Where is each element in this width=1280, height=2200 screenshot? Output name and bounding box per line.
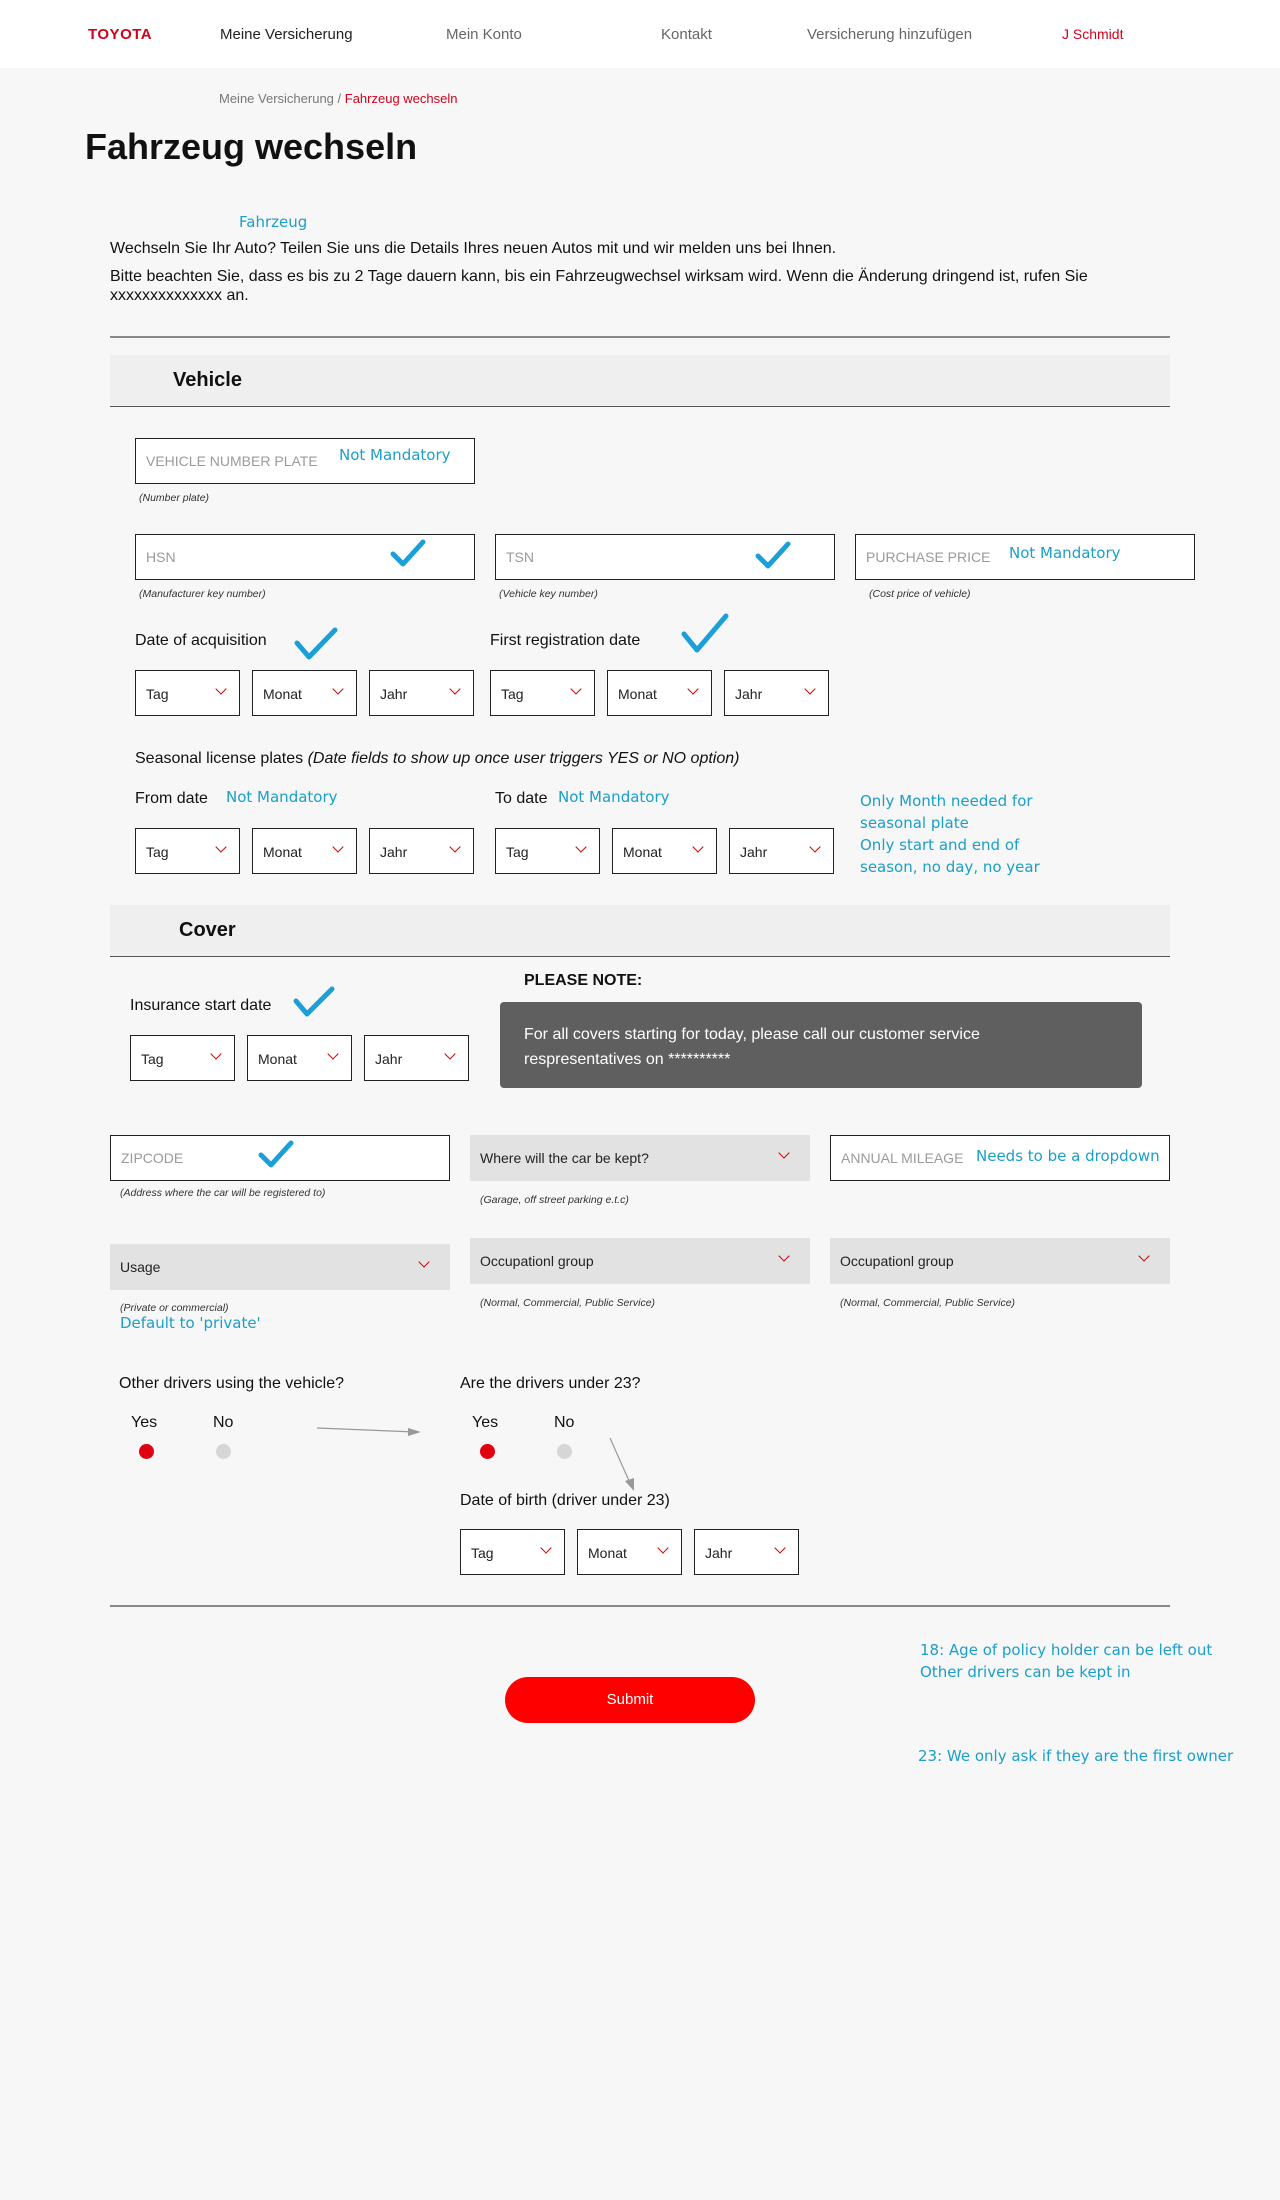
select-value: Monat <box>258 1051 297 1067</box>
car-kept-select[interactable] <box>470 1135 810 1181</box>
first-reg-day-select[interactable] <box>490 670 595 716</box>
seasonal-comment-line: seasonal plate <box>860 814 969 832</box>
comment-23: 23: We only ask if they are the first owner <box>918 1747 1234 1765</box>
start-day-select[interactable] <box>130 1035 235 1081</box>
select-value: Occupationl group <box>480 1253 594 1269</box>
chevron-down-icon <box>804 683 815 694</box>
divider <box>110 336 1170 338</box>
chevron-down-icon <box>570 683 581 694</box>
other-drivers-no-label: No <box>213 1414 234 1431</box>
intro-notice: Bitte beachten Sie, dass es bis zu 2 Tage dauern kann, bis ein Fahrzeugwechsel wirksam wird. Wenn die Änderung dringend ist, rufen Sie xxxxxxxxxxxxxx an. <box>110 268 1088 304</box>
seasonal-comment-line: Only start and end of <box>860 836 1020 854</box>
plate-placeholder: VEHICLE NUMBER PLATE <box>146 453 318 469</box>
to-date-annotation: Not Mandatory <box>558 788 670 806</box>
select-value: Usage <box>120 1259 161 1275</box>
notice-line: For all covers starting for today, please call our customer service <box>524 1026 980 1043</box>
price-annotation: Not Mandatory <box>1009 544 1121 562</box>
nav-mein-konto[interactable]: Mein Konto <box>446 26 522 43</box>
chevron-down-icon <box>778 1147 789 1158</box>
vehicle-heading: Vehicle <box>173 369 242 391</box>
acquisition-month-select[interactable] <box>252 670 357 716</box>
to-year-select[interactable] <box>729 828 834 874</box>
arrow-right-icon <box>315 1422 425 1442</box>
notice-box <box>500 1002 1142 1088</box>
toyota-logo[interactable]: TOYOTA <box>88 26 153 43</box>
select-value: Tag <box>146 686 169 702</box>
select-value: Tag <box>506 844 529 860</box>
under-23-yes-radio[interactable] <box>480 1444 495 1459</box>
select-value: Monat <box>263 844 302 860</box>
first-reg-month-select[interactable] <box>607 670 712 716</box>
comment-line: Other drivers can be kept in <box>920 1663 1131 1681</box>
to-date-label: To date <box>495 790 548 807</box>
seasonal-plates-title: Seasonal license plates <box>135 750 304 767</box>
usage-hint: (Private or commercial) <box>120 1302 229 1314</box>
nav-kontakt[interactable]: Kontakt <box>661 26 712 43</box>
usage-annotation: Default to 'private' <box>120 1314 261 1332</box>
under-23-question: Are the drivers under 23? <box>460 1375 641 1392</box>
chevron-down-icon <box>575 841 586 852</box>
price-placeholder: PURCHASE PRICE <box>866 549 991 565</box>
dob-year-select[interactable] <box>694 1529 799 1575</box>
checkmark-icon <box>755 541 791 571</box>
user-name-link[interactable]: J Schmidt <box>1062 26 1124 42</box>
checkmark-icon <box>258 1140 294 1170</box>
intro-text: Wechseln Sie Ihr Auto? Teilen Sie uns die Details Ihres neuen Autos mit und wir melden uns bei Ihnen. <box>110 240 837 257</box>
select-value: Jahr <box>705 1545 733 1561</box>
checkmark-icon <box>293 626 339 662</box>
chevron-down-icon <box>327 1048 338 1059</box>
chevron-down-icon <box>215 841 226 852</box>
other-drivers-yes-label: Yes <box>131 1414 158 1431</box>
car-kept-hint: (Garage, off street parking e.t.c) <box>480 1194 629 1206</box>
notice-text <box>524 1022 980 1072</box>
select-value: Monat <box>588 1545 627 1561</box>
select-value: Tag <box>146 844 169 860</box>
breadcrumb-separator: / <box>333 91 345 106</box>
chevron-down-icon <box>449 841 460 852</box>
select-value: Tag <box>501 686 524 702</box>
select-value: Tag <box>141 1051 164 1067</box>
submit-button[interactable]: Submit <box>505 1677 755 1723</box>
chevron-down-icon <box>687 683 698 694</box>
chevron-down-icon <box>1138 1250 1149 1261</box>
acquisition-year-select[interactable] <box>369 670 474 716</box>
start-month-select[interactable] <box>247 1035 352 1081</box>
seasonal-comment-line: season, no day, no year <box>860 858 1040 876</box>
other-drivers-no-radio[interactable] <box>216 1444 231 1459</box>
select-value: Monat <box>623 844 662 860</box>
breadcrumb <box>219 91 457 106</box>
mileage-placeholder: ANNUAL MILEAGE <box>841 1150 964 1166</box>
select-value: Tag <box>471 1545 494 1561</box>
select-value: Jahr <box>735 686 763 702</box>
nav-versicherung-hinzufuegen[interactable]: Versicherung hinzufügen <box>807 26 973 43</box>
cover-section-header <box>110 905 1170 957</box>
breadcrumb-current: Fahrzeug wechseln <box>344 91 458 106</box>
select-value: Occupationl group <box>840 1253 954 1269</box>
chevron-down-icon <box>657 1542 668 1553</box>
from-day-select[interactable] <box>135 828 240 874</box>
other-drivers-question: Other drivers using the vehicle? <box>119 1375 344 1392</box>
top-navigation <box>0 0 1280 68</box>
select-value: Jahr <box>740 844 768 860</box>
select-value: Where will the car be kept? <box>480 1150 649 1166</box>
under-23-no-radio[interactable] <box>557 1444 572 1459</box>
dob-label: Date of birth (driver under 23) <box>460 1492 670 1509</box>
price-hint: (Cost price of vehicle) <box>869 588 971 600</box>
seasonal-comment <box>860 790 1040 878</box>
first-registration-label: First registration date <box>490 632 641 649</box>
from-date-label: From date <box>135 790 208 807</box>
occupation-hint: (Normal, Commercial, Public Service) <box>840 1297 1016 1309</box>
usage-select[interactable] <box>110 1244 450 1290</box>
hsn-placeholder: HSN <box>146 549 176 565</box>
start-year-select[interactable] <box>364 1035 469 1081</box>
comment-line: 18: Age of policy holder can be left out <box>920 1641 1213 1659</box>
chevron-down-icon <box>540 1542 551 1553</box>
occupation-group-select-2[interactable] <box>830 1238 1170 1284</box>
under-23-no-label: No <box>554 1414 575 1431</box>
checkmark-icon <box>390 539 426 569</box>
chevron-down-icon <box>778 1250 789 1261</box>
please-note-label: PLEASE NOTE: <box>524 972 643 989</box>
checkmark-icon <box>680 612 730 656</box>
cover-heading: Cover <box>179 919 236 941</box>
dob-day-select[interactable] <box>460 1529 565 1575</box>
nav-meine-versicherung[interactable]: Meine Versicherung <box>220 26 353 43</box>
step-label: Fahrzeug <box>239 213 308 231</box>
chevron-down-icon <box>215 683 226 694</box>
select-value: Jahr <box>380 844 408 860</box>
zipcode-placeholder: ZIPCODE <box>121 1150 184 1166</box>
under-23-yes-label: Yes <box>472 1414 499 1431</box>
occupation-hint: (Normal, Commercial, Public Service) <box>480 1297 656 1309</box>
to-month-select[interactable] <box>612 828 717 874</box>
hsn-hint: (Manufacturer key number) <box>139 588 266 600</box>
from-year-select[interactable] <box>369 828 474 874</box>
chevron-down-icon <box>444 1048 455 1059</box>
chevron-down-icon <box>332 683 343 694</box>
other-drivers-yes-radio[interactable] <box>139 1444 154 1459</box>
comment-18 <box>920 1639 1212 1683</box>
mileage-annotation: Needs to be a dropdown <box>976 1147 1160 1165</box>
from-date-annotation: Not Mandatory <box>226 788 338 806</box>
chevron-down-icon <box>418 1256 429 1267</box>
acquisition-day-select[interactable] <box>135 670 240 716</box>
from-month-select[interactable] <box>252 828 357 874</box>
notice-line: respresentatives on ********** <box>524 1051 731 1068</box>
tsn-placeholder: TSN <box>506 549 534 565</box>
dob-month-select[interactable] <box>577 1529 682 1575</box>
plate-hint: (Number plate) <box>139 492 210 504</box>
select-value: Jahr <box>380 686 408 702</box>
chevron-down-icon <box>449 683 460 694</box>
chevron-down-icon <box>332 841 343 852</box>
checkmark-icon <box>292 985 336 1019</box>
breadcrumb-parent[interactable]: Meine Versicherung <box>219 91 334 106</box>
arrow-down-icon <box>605 1435 639 1493</box>
select-value: Jahr <box>375 1051 403 1067</box>
chevron-down-icon <box>809 841 820 852</box>
acquisition-date-label: Date of acquisition <box>135 632 267 649</box>
select-value: Monat <box>263 686 302 702</box>
occupation-group-select[interactable] <box>470 1238 810 1284</box>
first-reg-year-select[interactable] <box>724 670 829 716</box>
to-day-select[interactable] <box>495 828 600 874</box>
seasonal-plates-note: (Date fields to show up once user triggers YES or NO option) <box>307 750 740 767</box>
insurance-start-label: Insurance start date <box>130 997 272 1014</box>
chevron-down-icon <box>210 1048 221 1059</box>
zipcode-hint: (Address where the car will be registered to) <box>120 1187 326 1199</box>
chevron-down-icon <box>692 841 703 852</box>
vehicle-section-header <box>110 355 1170 407</box>
select-value: Monat <box>618 686 657 702</box>
seasonal-comment-line: Only Month needed for <box>860 792 1033 810</box>
chevron-down-icon <box>774 1542 785 1553</box>
divider <box>110 1605 1170 1607</box>
tsn-hint: (Vehicle key number) <box>499 588 598 600</box>
seasonal-plates-label <box>135 750 739 768</box>
page-title: Fahrzeug wechseln <box>85 126 418 167</box>
plate-annotation: Not Mandatory <box>339 446 451 464</box>
